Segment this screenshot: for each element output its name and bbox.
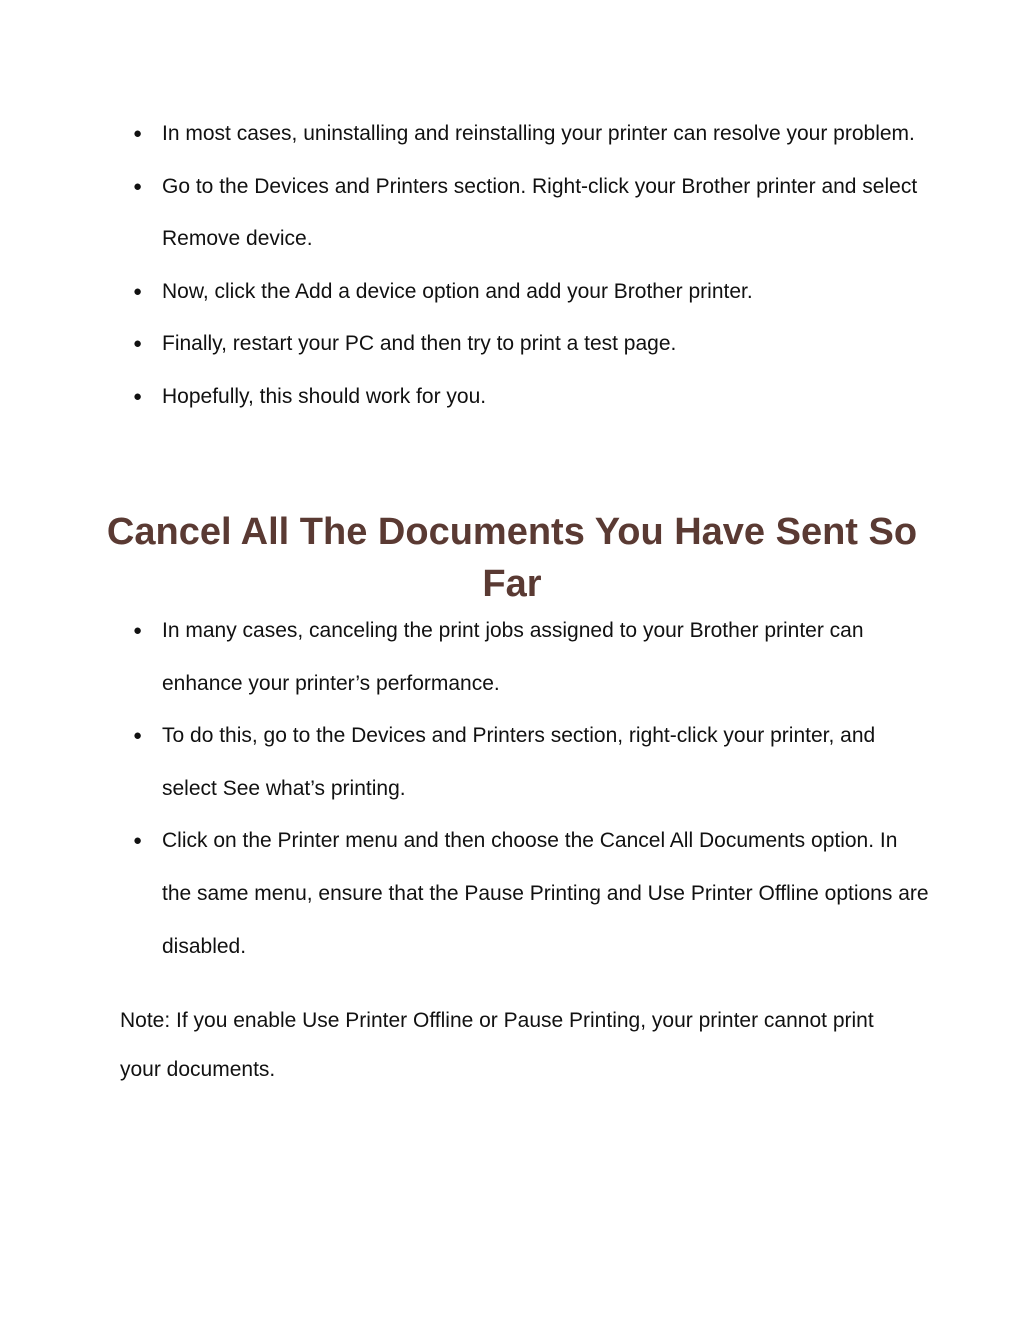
- list-item: [130, 815, 930, 973]
- bullet-icon: ●: [133, 177, 143, 195]
- list-item-text: Click on the Printer menu and then choose the Cancel All Documents option. In the same menu, ensure that the Pause Printing and Use Printer Offline options are disabled.: [162, 829, 929, 958]
- bullet-icon: ●: [133, 832, 143, 850]
- list-item: [130, 710, 930, 815]
- list-item-text: Hopefully, this should work for you.: [162, 384, 487, 408]
- bullet-icon: ●: [133, 335, 143, 353]
- list-item-text: In many cases, canceling the print jobs assigned to your Brother printer can enhance your printer’s performance.: [162, 619, 864, 695]
- list-item: [130, 161, 930, 266]
- bullet-list-reinstall: [130, 108, 930, 424]
- bullet-icon: ●: [133, 727, 143, 745]
- list-item-text: In most cases, uninstalling and reinstalling your printer can resolve your problem.: [162, 122, 915, 145]
- list-item-text: Go to the Devices and Printers section. Right-click your Brother printer and select Remove device.: [162, 174, 918, 251]
- note-paragraph: Note: If you enable Use Printer Offline or Pause Printing, your printer cannot print your documents.: [120, 1009, 874, 1081]
- bullet-icon: ●: [133, 387, 143, 405]
- list-item-text: Finally, restart your PC and then try to print a test page.: [162, 332, 677, 356]
- list-item-text: Now, click the Add a device option and add your Brother printer.: [162, 279, 753, 303]
- bullet-icon: ●: [133, 622, 143, 639]
- list-item: [130, 371, 930, 424]
- bullet-list-cancel-documents: [130, 605, 930, 973]
- list-item: [130, 605, 930, 710]
- bullet-icon: ●: [133, 282, 143, 300]
- section-heading: Cancel All The Documents You Have Sent So Far: [106, 511, 918, 605]
- list-item-text: To do this, go to the Devices and Printers section, right-click your printer, and select See what’s printing.: [162, 724, 876, 800]
- bullet-icon: ●: [133, 125, 143, 142]
- list-item: [130, 266, 930, 319]
- list-item: [130, 318, 930, 371]
- list-item: [130, 108, 930, 161]
